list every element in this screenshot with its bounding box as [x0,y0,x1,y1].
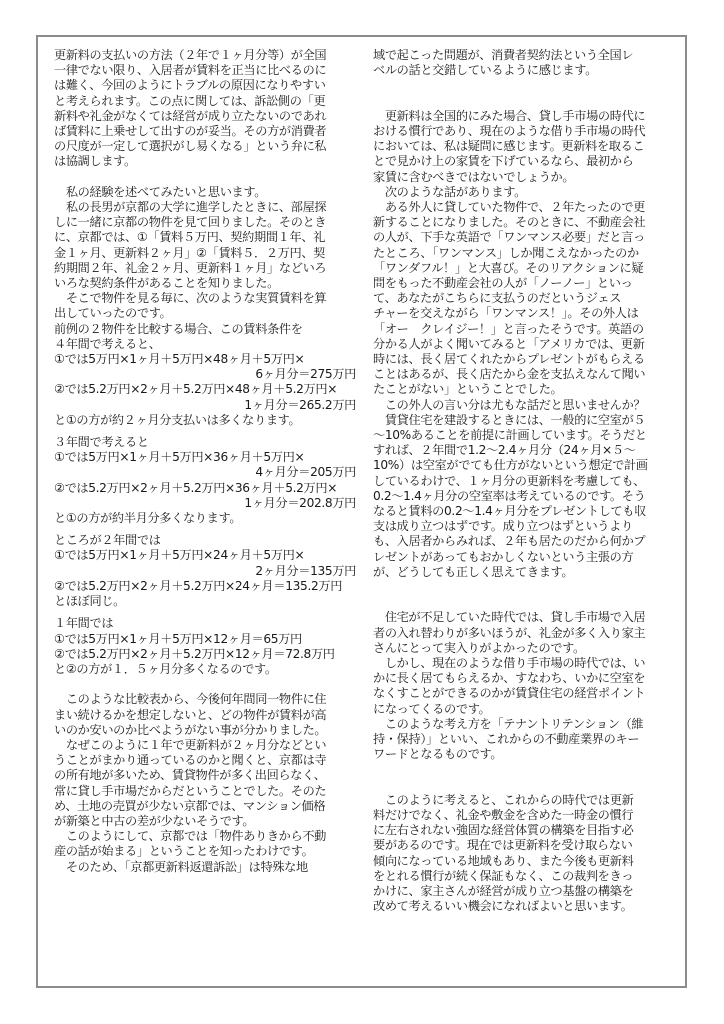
text-line: 更新料の支払いの方法（２年で１ヶ月分等）が全国 [54,48,327,62]
text-line: いろな契約条件があることを知りました。 [54,276,279,291]
text-line: このような比較表から、今後何年間同一物件に住 [54,692,327,707]
text-line: ワードとなるものです。 [373,747,503,762]
text-line: 次のような話があります。 [373,184,526,199]
text-line: においては、私は疑問に感じます。更新料を取るこ [373,139,645,154]
text-line: 私の長男が京都の大学に進学したときに、部屋探 [54,200,327,215]
text-line: 支は成り立つはずです。成り立つはずというより [373,519,633,534]
text-line: と考えられます。この点に関しては、訴訟側の「更 [54,93,326,108]
text-line: 料だけでなく、礼金や敷金を含めた一時金の慣行 [373,808,634,823]
text-line: 前例の２物件を比較する場合、この賃料条件を [54,321,303,336]
text-line: 問をもった不動産会社の人が「ノーノー」といっ [373,276,633,291]
text-line: ところが２年間では [54,533,161,548]
text-line: は協調します。 [54,154,136,169]
text-line: 者の入れ替わりが多いほうが、礼金が多く入り家主 [373,625,646,640]
text-line: 私の経験を述べてみたいと思います。 [54,184,267,199]
text-line: ①では5万円×1ヶ月＋5万円×36ヶ月＋5万円× [54,450,305,465]
text-line: おける慣行であり、現在のような借り手市場の時代 [373,123,646,138]
text-line: なぜこのように１年で更新料が２ヶ月分などとい [54,737,327,752]
text-line: 出していったのです。 [54,306,172,321]
text-line: 新料や礼金がなくては経営が成り立たないのであれ [54,108,327,123]
text-line: ②では5.2万円×2ヶ月＋5.2万円×36ヶ月＋5.2万円× [54,480,338,495]
text-line: 分かる人がよく聞いてみると「アメリカでは、更新 [373,336,645,351]
text-line: が、どうしても正しく思えてきます。 [373,564,574,579]
text-line: は難く、今回のようにトラブルの原因になりやすい [54,78,326,93]
text-line [373,778,673,793]
text-line: 新することになりました。そのときに、不動産会社 [373,215,646,230]
text-line: と①の方が約半月分多くなります。 [54,511,242,526]
text-line [54,170,356,185]
text-line: 約期間２年、礼金２ヶ月、更新料１ヶ月」などいろ [54,260,327,275]
text-line: ①では5万円×1ヶ月＋5万円×48ヶ月＋5万円× [54,352,305,367]
text-line: うことがまかり通っているのかと聞くと、京都は寺 [54,753,327,768]
text-line: しに一緒に京都の物件を見て回りました。そのとき [54,215,327,230]
text-line: ことはあるが、長く店たから金を支払えなんて聞い [373,367,646,382]
text-line: 持・保持）」といい、これからの不動産業界のキー [373,732,640,747]
text-line: このように考えると、これからの時代では更新 [373,792,634,807]
text-line: をとれる慣行が続く保証もなく、この裁判をきっ [373,868,634,883]
text-line: 要があるのです。現在では更新料を受け取らない [373,838,633,853]
text-line: ある外人に貸していた物件で、２年たったので更 [373,200,646,214]
text-line: 6ヶ月分＝275万円 [255,367,356,382]
text-line: チャーを交えながら「ワンマンス！」。その外人は [373,306,639,321]
text-line: ②では5.2万円×2ヶ月＋5.2万円×12ヶ月＝72.8万円 [54,646,335,661]
text-line: たことがない」ということでした。 [373,382,563,397]
text-line: ３年間で考えると [54,435,149,450]
text-line: になってくるのです。 [373,701,491,716]
text-line: かに長く居てもらえるか、すなわち、いかに空室を [373,671,646,686]
text-line: ②では5.2万円×2ヶ月＋5.2万円×24ヶ月＝135.2万円 [54,578,343,593]
text-line: 2ヶ月分＝135万円 [255,563,356,578]
text-line: まい続けるかを想定しないと、どの物件が賃料が高 [54,707,327,722]
text-line: 家賃に含むべきではないでしょうか。 [373,169,575,184]
text-line: この外人の言い分は尤もな話だと思いませんか？ [373,397,646,412]
text-line: ～10%あることを前提に計画しています。そうだと [373,428,647,443]
text-line: すれば、２年間で1.2～2.4ヶ月分（24ヶ月×５～ [373,443,636,458]
text-line: しているわけで、１ヶ月分の更新料を考慮しても、 [373,473,646,488]
text-line: ベルの話と交錯しているように感じます。 [373,63,597,78]
text-line: 改めて考えるいい機会になればよいと思います。 [373,899,633,914]
text-line: の尺度が一定して選択がし易くなる」という弁に私 [54,139,327,154]
text-line: 域で起こった問題が、消費者契約法という全国レ [373,48,634,62]
text-line: に左右されない強固な経営体質の構築を目指す必 [373,823,634,838]
text-line [373,94,673,109]
text-line: ①では5万円×1ヶ月＋5万円×12ヶ月＝65万円 [54,631,302,646]
text-line: と①の方が約２ヶ月分支払いは多くなります。 [54,412,301,427]
text-line: 更新料は全国的にみた場合、貸し手市場の時代に [373,108,646,123]
text-line: 10%）は空室がでても仕方がないという想定で計画 [373,458,648,473]
text-line: 1ヶ月分＝202.8万円 [244,495,356,510]
text-line: そのため、「京都更新料返還訴訟」は特殊な地 [54,859,308,874]
text-line: しかし、現在のような借り手市場の時代では、い [373,656,646,671]
right-text-column [373,48,673,914]
text-line: 「ワンダフル！」と大喜び。そのリアクションに疑 [373,260,644,275]
text-line: いのか安いのか比べようがない事が分かりました。 [54,722,327,737]
text-line: 傾向になっている地域もあり、また今後も更新料 [373,853,634,868]
text-line: 0.2～1.4ヶ月分の空室率は考えているのです。そう [373,488,646,503]
text-line: 一律でない限り、入居者が賃料を正当に比べるのに [54,63,327,78]
text-line: 賃貸住宅を建設するときには、一般的に空室が５ [373,412,646,427]
text-line: の人が、下手な英語で「ワンマンス必要」だと言っ [373,230,645,245]
text-line: て、あなたがこちらに支払うのだというジェス [373,291,622,306]
text-line: が新築と中古の差が少ないそうです。 [54,813,255,828]
text-line: １年間では [54,616,114,631]
text-line: なると賃料の0.2～1.4ヶ月分をプレゼントしても収 [373,504,646,519]
text-line: の所有地が多いため、賃貸物件が多く出回らなく、 [54,768,326,783]
text-line: と②の方が１．５ヶ月分多くなるのです。 [54,661,277,676]
text-line [373,762,673,777]
text-line: に、京都では、①「賃料５万円、契約期間１年、礼 [54,230,326,245]
text-line: とほぼ同じ。 [54,594,126,609]
text-line: 「オー クレイジー！」と言ったそうです。英語の [373,321,644,336]
text-line: め、土地の売買が少ない京都では、マンション価格 [54,798,326,813]
text-line: たところ、「ワンマンス」しか聞こえなかったのか [373,245,639,260]
text-line: そこで物件を見る毎に、次のような実質賃料を算 [54,291,327,306]
text-line: 時には、長く居てくれたからプレゼントがもらえる [373,352,645,367]
text-line: とで見かけ上の家賃を下げているなら、最初から [373,154,634,169]
text-line: レゼントがあってもおかしくないという主張の方 [373,549,634,564]
text-line: 1ヶ月分＝265.2万円 [244,397,356,412]
text-line: ②では5.2万円×2ヶ月＋5.2万円×48ヶ月＋5.2万円× [54,382,338,397]
text-line: ば賃料に上乗せして出すのが妥当。その方が消費者 [54,124,327,139]
text-line [373,595,673,610]
text-line: 産の話が始まる」ということを知ったわけです。 [54,844,314,859]
text-line [54,428,356,435]
text-line: かけに、家主さんが経営が成り立つ基盤の構築を [373,884,634,899]
text-line [373,78,673,93]
text-line: このようにして、京都では「物件ありきから不動 [54,829,327,844]
text-line: ４年間で考えると、 [54,336,161,351]
document-frame [36,35,687,988]
text-line: 金１ヶ月、更新料２ヶ月」②「賃料５．２万円、契 [54,245,326,260]
text-line [373,580,673,595]
text-line: さんにとって実入りがよかったのです。 [373,640,585,655]
text-line: 4ヶ月分＝205万円 [255,465,356,480]
text-line [54,677,356,692]
text-line: 住宅が不足していた時代では、貸し手市場で入居 [373,610,646,625]
text-line: なくすことができるのかが賃貸住宅の経営ポイント [373,686,646,701]
text-line: も、入居者からみれば、２年も居たのだから何かプ [373,534,646,549]
text-line: このような考え方を「テナントリテンション（維 [373,716,644,731]
text-line: ①では5万円×1ヶ月＋5万円×24ヶ月＋5万円× [54,548,305,563]
text-line: 常に貸し手市場だからだということでした。そのた [54,783,327,798]
left-text-column [54,48,356,875]
